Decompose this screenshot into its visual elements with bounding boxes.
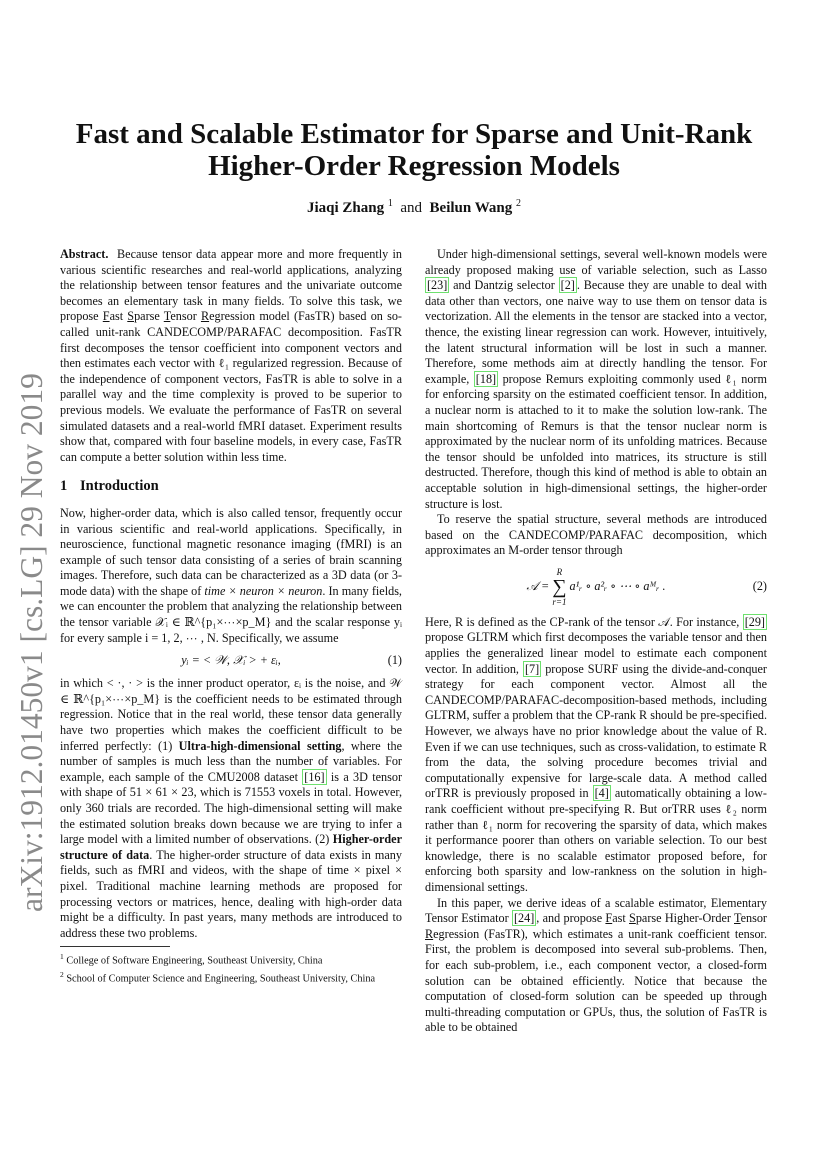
summation-upper: R — [556, 566, 563, 577]
equation-1-number: (1) — [387, 653, 402, 668]
abstract-label: Abstract. — [60, 247, 109, 261]
section-title: Introduction — [80, 478, 159, 495]
author-1-mark: 1 — [387, 198, 393, 209]
author-2-mark: 2 — [515, 198, 521, 209]
citation-link[interactable]: [23] — [427, 278, 448, 293]
citation-link[interactable]: [18] — [475, 371, 497, 386]
author-1: Jiaqi Zhang — [307, 200, 385, 216]
right-paragraph-2: To reserve the spatial structure, several methods are introduced based on the CANDECOMP/PARAFAC decomposition, which approximates an M-order tensor through — [425, 512, 767, 558]
equation-2-lhs: 𝒜 = — [526, 579, 550, 594]
equation-2-rhs: a¹ᵣ ∘ a²ᵣ ∘ ⋯ ∘ aᴹᵣ . — [569, 579, 666, 594]
right-paragraph-4: In this paper, we derive ideas of a scalable estimator, Elementary Tensor Estimator [24] , and propose Fast Sparse Higher-Order Tensor Regression (FasTR), which estimates a unit-rank coefficient tensor. First, the problem is decomposed into several sub-problems. Then, for each sub-problem, i.e., each component vector, a closed-form solution can be obtained efficiently. Notice that because the computation of closed-form solution can be speeded up through multi-threading computation or GPUs, thus, the solution of FasTR is able to be obtained — [425, 895, 767, 1035]
paper-title: Fast and Scalable Estimator for Sparse and Unit-Rank Higher-Order Regression Models — [75, 118, 753, 182]
footnote-2: $^2$ School of Computer Science and Engineering, Southeast University, China — [60, 970, 376, 985]
shape-expression: time × neuron × neuron — [204, 583, 323, 598]
left-column — [60, 247, 402, 941]
intro-paragraph-1: Now, higher-order data, which is also called tensor, frequently occur in various scientific and real-world applications. Specifically, in neuroscience, functional magnetic resonance imaging (fMRI) is an example of such tensor data consisting of a series of brain scanning images. Therefore, such data can be characterized as a 3D data (or 3-mode data) with the shape of time × neuron × neuron. In many fields, we can encounter the problem that analyzing the relationship between the tensor variable 𝒳ᵢ ∈ ℝ^{p₁×⋯×p_M} and the scalar response yᵢ for every sample i = 1, 2, ⋯ , N. Specifically, we assume — [60, 505, 402, 645]
citation-link[interactable]: [29] — [744, 614, 765, 629]
arxiv-identifier: arXiv:1912.01450v1 [cs.LG] 29 Nov 2019 — [14, 373, 49, 912]
intro-paragraph-2: in which < ·, · > is the inner product operator, εᵢ is the noise, and 𝒲 ∈ ℝ^{p₁×⋯×p_M} is the coefficient needs to be estimated through regression. Notice that in the real world, these tensor data generally have two properties which makes the coefficient difficult to be inferred perfectly: (1) Ultra-high-dimensional setting, where the number of samples is much less than the number of variables. For example, each sample of the CMU2008 dataset [16] is a 3D tensor with shape of 51 × 61 × 23, which is 71553 voxels in total. However, only 360 trials are recorded. The high-dimensional setting will make the estimated solution breaks down because we are trying to infer a large model with a limited number of observations. (2) Higher-order structure of data. The higher-order structure of data exists in many fields, such as fMRI and videos, with the shape of time × pixel × pixel. Traditional machine learning methods are proposed for processing vectors or matrices, hence, dealing with high-order data might be a difficulty. In past years, many methods are introduced to address these two problems. — [60, 676, 402, 940]
summation-sign: ∑ — [552, 575, 567, 598]
equation-1 — [60, 646, 402, 676]
footnote-rule — [60, 946, 170, 947]
citation-link[interactable]: [2] — [560, 278, 575, 293]
section-heading-introduction — [60, 479, 402, 495]
citation-link[interactable]: [7] — [524, 661, 540, 676]
author-2: Beilun Wang — [429, 200, 513, 216]
equation-2-number: (2) — [752, 579, 767, 594]
footnotes — [60, 946, 402, 987]
author-line — [60, 198, 768, 217]
right-column — [425, 247, 767, 1036]
equation-2 — [425, 559, 767, 615]
abstract: Abstract. Because tensor data appear more and more frequently in various scientific researches and real-world applications, analyzing the relationship between tensor features and the univariate outcome becomes an elementary task in many fields. To solve this task, we propose Fast Sparse Tensor Regression model (FasTR) based on so-called unit-rank CANDECOMP/PARAFAC decomposition. FasTR first decomposes the tensor coefficient into component vectors and then estimates each vector with ℓ₁ regularized regression. Because of the independence of component vectors, FasTR is able to solve in a parallel way and the time complexity is proved to be superior to previous models. We evaluate the performance of FasTR on several simulated datasets and a real-world fMRI dataset. Experiment results show that, compared with four baseline models, in every case, FasTR can compute a better solution within less time. — [60, 247, 403, 464]
citation-link[interactable]: [24] — [513, 911, 535, 926]
summation — [552, 567, 566, 607]
author-conjunction: and — [400, 200, 423, 216]
citation-link[interactable]: [16] — [304, 769, 325, 784]
right-paragraph-3: Here, R is defined as the CP-rank of the tensor 𝒜. For instance, [29] propose GLTRM which first decomposes the variable tensor and then applies the generalized linear model to estimate each component vector. In addition, [7] propose SURF using the divide-and-conquer strategy for each component vector. Almost all the CANDECOMP/PARAFAC-decomposition-based methods, including GLTRM, suffer a problem that the CP-rank R should be pre-specified. However, we always have no prior knowledge about the value of R. Even if we can use techniques, such as cross-validation, to estimate R from the data, the solving procedure becomes trivial and computationally expensive for large-scale data. A method called orTRR is previously proposed in [4] automatically obtaining a low-rank coefficient without pre-specifying R. But orTRR uses ℓ₂ norm rather than ℓ₁ norm for recovering the sparsity of data, which makes it performance poorer than others on variable selection. To our best knowledge, there is no scalable estimator proposed before, for enforcing both sparsity and low-rankness on the solution in high-dimensional settings. — [425, 614, 767, 894]
right-paragraph-1: Under high-dimensional settings, several well-known models were already proposed making use of variable selection, such as Lasso [23] and Dantzig selector [2] . Because they are unable to deal with data other than vectors, one naive way to use them on tensor data is vectorization. All the elements in the tensor are stacked into a vector, thence, the existing linear regression can work. However, intuitively, the latent structural information will be lost in such a manner. Therefore, some methods aim at directly handling the tensor. For example, [18] propose Remurs exploiting commonly used ℓ₁ norm for enforcing sparsity on the estimated coefficient tensor. In addition, a nuclear norm is attached to it to make the solution low-rank. The main shortcoming of Remurs is that the tensor nuclear norm is approximated by the nuclear norm of its unfolding matrices. Because the tensor should be unfolded into matrices, its structure is still destructed. Therefore, though this kind of method is able to obtain an acceptable solution in high-dimensional settings, the higher-order structure is lost. — [425, 247, 767, 511]
footnote-1: $^1$ College of Software Engineering, Southeast University, China — [60, 952, 323, 967]
section-number: 1 — [60, 478, 68, 495]
summation-lower: r=1 — [552, 596, 567, 607]
equation-1-body: yᵢ = < 𝒲, 𝒳ᵢ > + εᵢ, — [181, 653, 281, 668]
citation-link[interactable]: [4] — [594, 786, 609, 801]
